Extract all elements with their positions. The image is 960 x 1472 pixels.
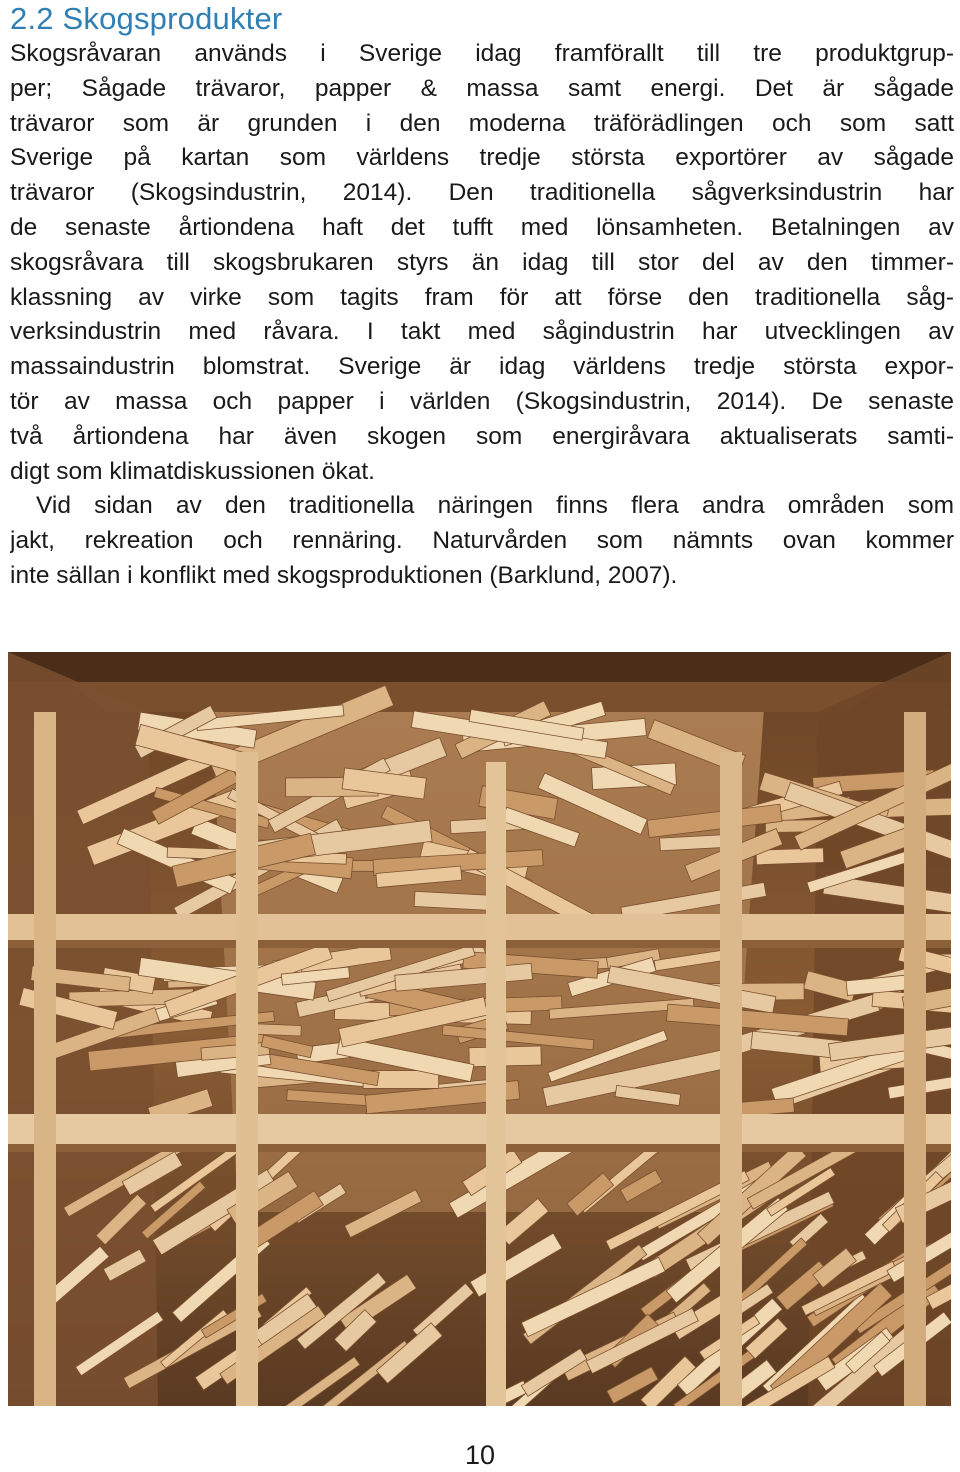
text-line: massaindustrin blomstrat. Sverige är idag världens tredje största expor- <box>10 353 954 381</box>
text-line: tör av massa och papper i världen (Skogsindustrin, 2014). De senaste <box>10 387 954 415</box>
text-line: inte sällan i konflikt med skogsproduktionen (Barklund, 2007). <box>10 561 678 589</box>
text-line: klassning av virke som tagits fram för att förse den traditionella såg- <box>10 283 954 311</box>
lumber-storage-illustration <box>8 652 951 1406</box>
text-line: de senaste årtiondena haft det tufft med lönsamheten. Betalningen av <box>10 213 954 241</box>
text-line: verksindustrin med råvara. I takt med sågindustrin har utvecklingen av <box>10 318 954 346</box>
text-line: skogsråvara till skogsbrukaren styrs än idag till stor del av den timmer- <box>10 248 954 276</box>
text-line: jakt, rekreation och rennäring. Naturvården som nämnts ovan kommer <box>10 527 954 555</box>
text-line: trävaror (Skogsindustrin, 2014). Den traditionella sågverksindustrin har <box>10 179 954 207</box>
body-text <box>10 37 954 594</box>
text-line: två årtiondena har även skogen som energiråvara aktualiserats samti- <box>10 422 954 450</box>
text-line: Sverige på kartan som världens tredje största exportörer av sågade <box>10 144 954 172</box>
text-line: trävaror som är grunden i den moderna träförädlingen och som satt <box>10 109 954 137</box>
section-heading: 2.2 Skogsprodukter <box>10 1 283 36</box>
text-line: Skogsråvaran används i Sverige idag framförallt till tre produktgrup- <box>10 40 954 67</box>
text-line: Vid sidan av den traditionella näringen finns flera andra områden som <box>36 492 954 520</box>
lumber-storage-photo <box>8 652 951 1406</box>
text-line: digt som klimatdiskussionen ökat. <box>10 457 375 485</box>
page-number: 10 <box>464 1440 496 1470</box>
text-line: per; Sågade trävaror, papper & massa samt energi. Det är sågade <box>10 74 954 102</box>
